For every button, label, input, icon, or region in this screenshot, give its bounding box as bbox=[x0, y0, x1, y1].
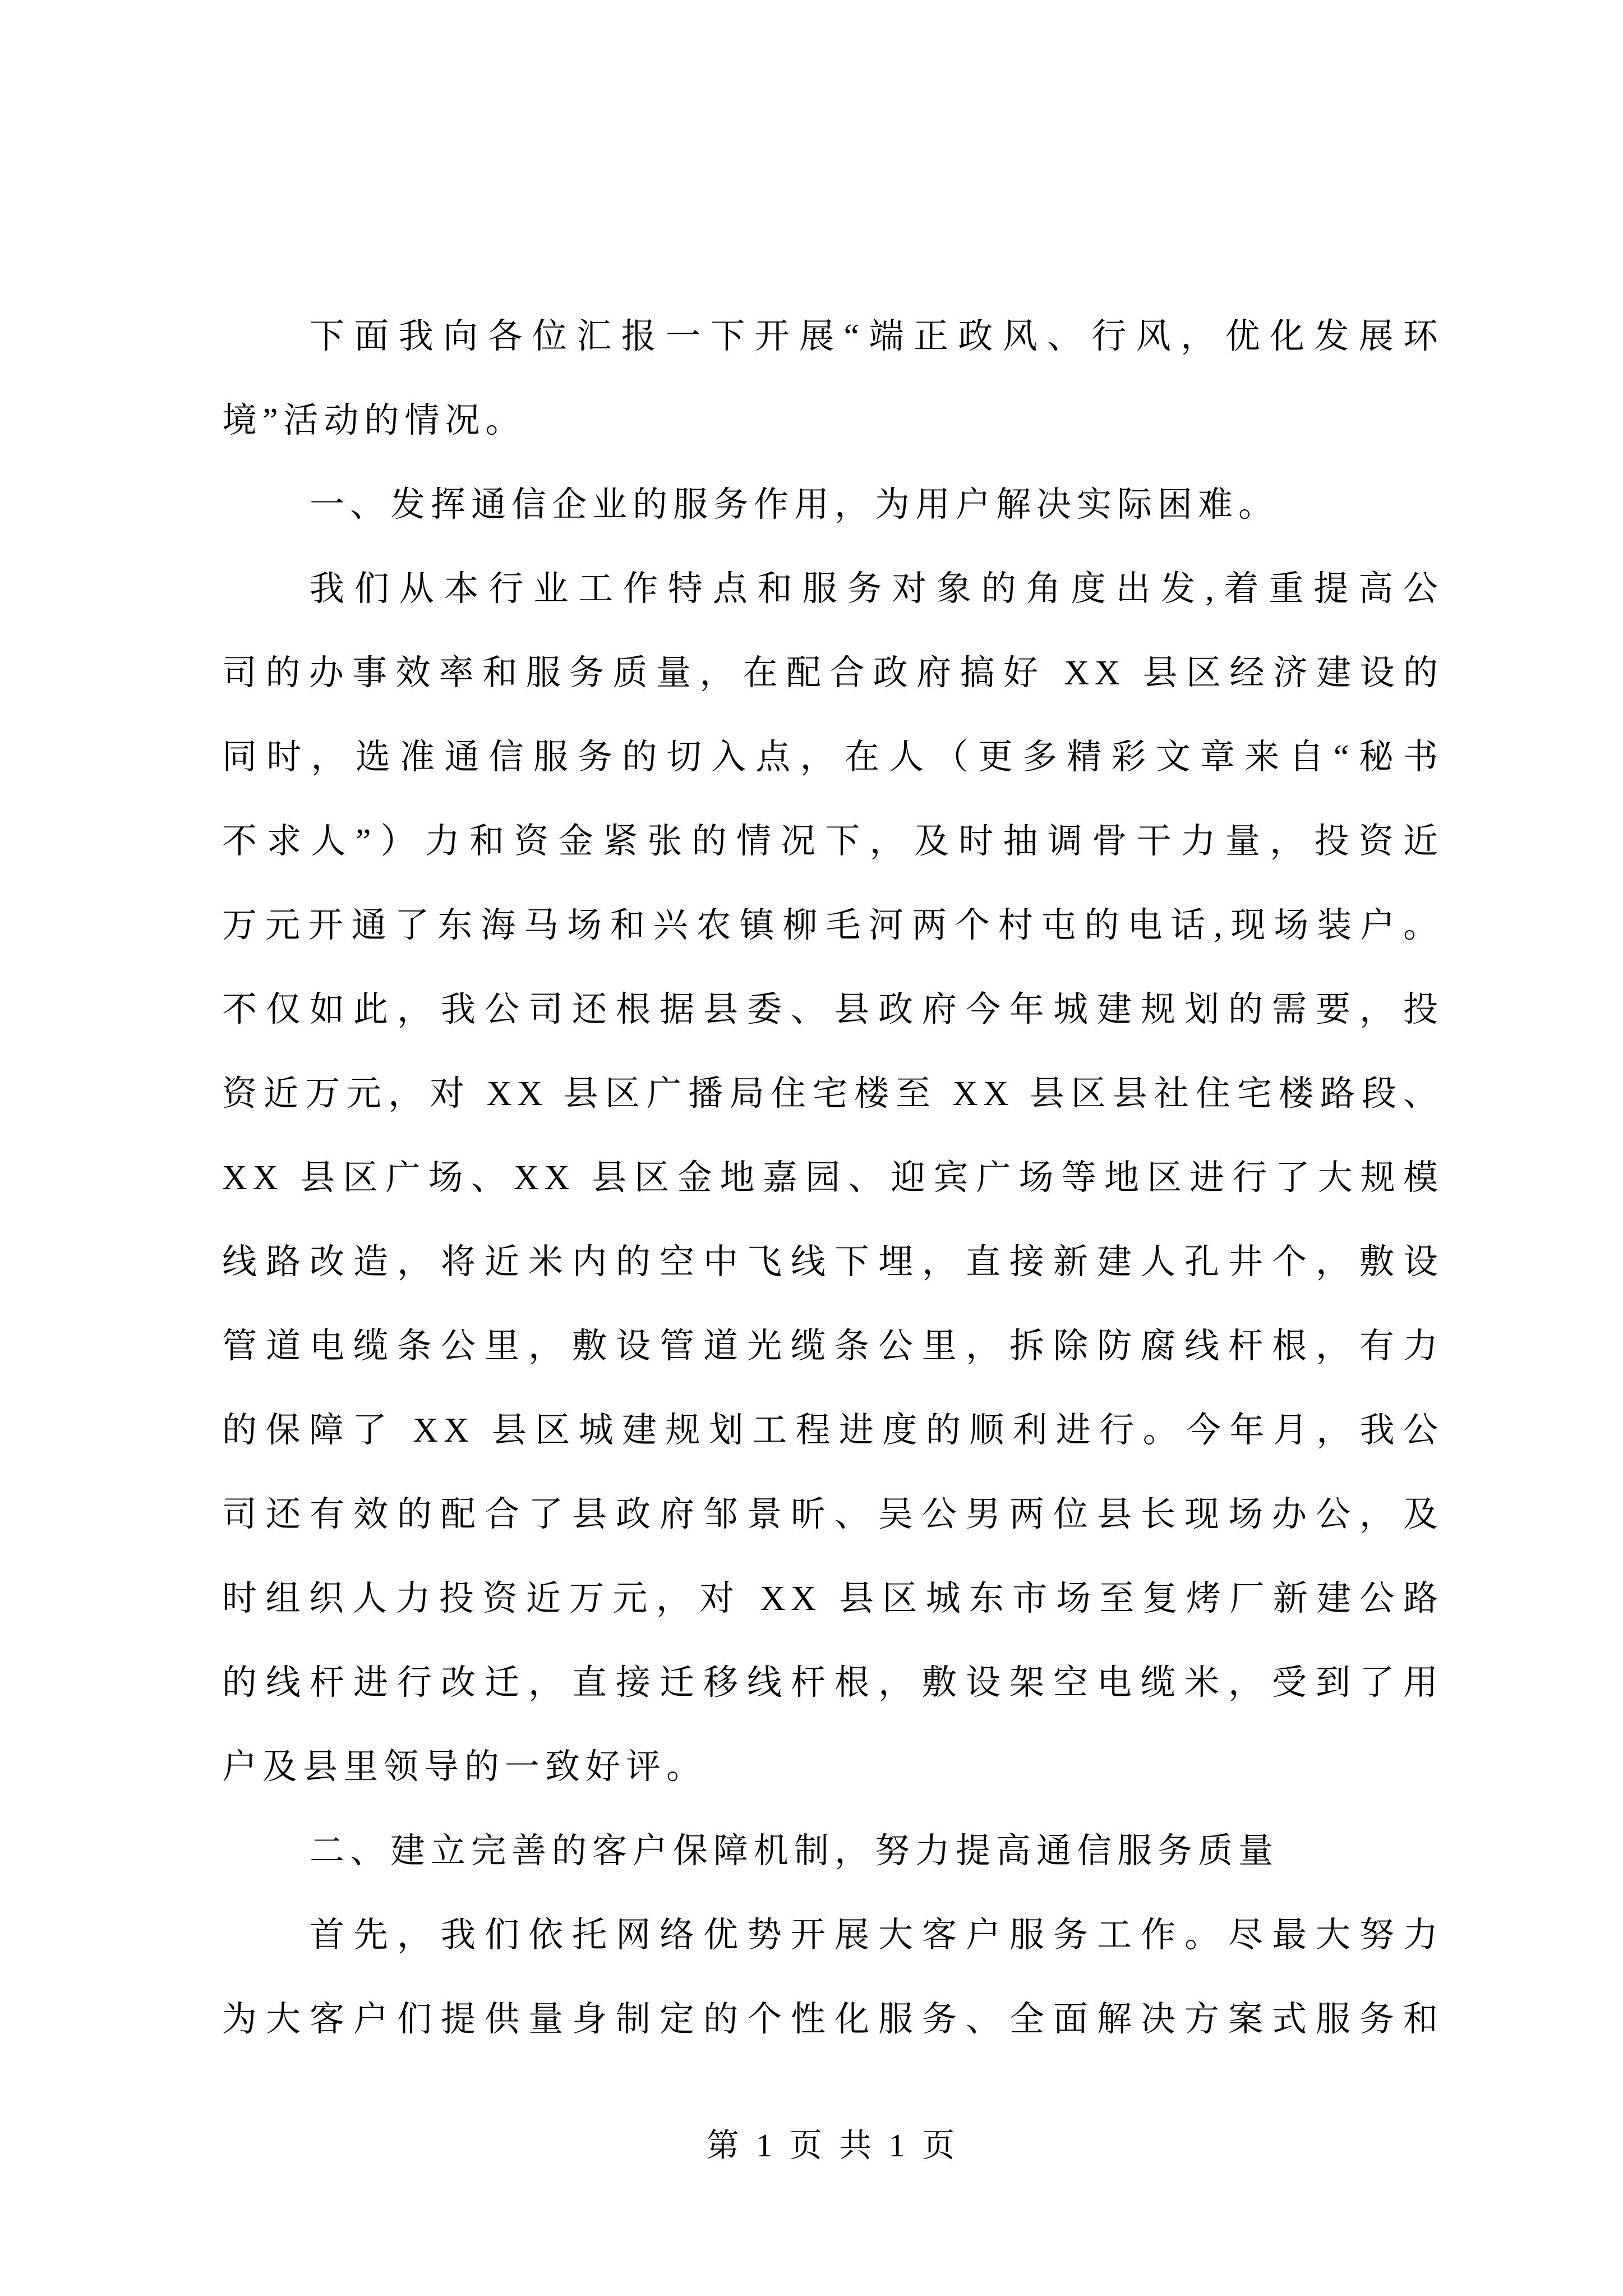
text-line: 管道电缆条公里，敷设管道光缆条公里，拆除防腐线杆根，有力 bbox=[222, 1327, 1444, 1365]
text-line: 境”活动的情况。 bbox=[222, 402, 526, 440]
page-number: 第 1 页 共 1 页 bbox=[706, 2127, 960, 2164]
text-line: 司还有效的配合了县政府邹景昕、吴公男两位县长现场办公，及 bbox=[222, 1496, 1444, 1534]
page-footer bbox=[222, 2110, 1444, 2181]
document-body bbox=[222, 295, 1444, 2062]
text-line: XX 县区广场、XX 县区金地嘉园、迎宾广场等地区进行了大规模 bbox=[222, 1159, 1444, 1197]
text-line: 二、建立完善的客户保障机制，努力提高通信服务质量 bbox=[310, 1832, 1279, 1870]
text-line: 一、发挥通信企业的服务作用，为用户解决实际困难。 bbox=[310, 486, 1279, 524]
text-line: 不仅如此，我公司还根据县委、县政府今年城建规划的需要，投 bbox=[222, 991, 1444, 1029]
text-line: 司的办事效率和服务质量，在配合政府搞好 XX 县区经济建设的 bbox=[222, 654, 1444, 692]
text-line: 资近万元，对 XX 县区广播局住宅楼至 XX 县区县社住宅楼路段、 bbox=[222, 1075, 1444, 1113]
text-line: 首先，我们依托网络优势开展大客户服务工作。尽最大努力 bbox=[310, 1916, 1444, 1954]
text-line: 同时，选准通信服务的切入点，在人（更多精彩文章来自“秘书 bbox=[222, 738, 1444, 776]
text-line: 为大客户们提供量身制定的个性化服务、全面解决方案式服务和 bbox=[222, 2000, 1444, 2039]
text-line: 不求人”）力和资金紧张的情况下，及时抽调骨干力量，投资近 bbox=[222, 822, 1444, 861]
text-line: 的线杆进行改迁，直接迁移线杆根，敷设架空电缆米，受到了用 bbox=[222, 1664, 1444, 1702]
text-line: 我们从本行业工作特点和服务对象的角度出发,着重提高公 bbox=[310, 570, 1444, 608]
text-line: 线路改造，将近米内的空中飞线下埋，直接新建人孔井个，敷设 bbox=[222, 1243, 1444, 1281]
text-line: 下面我向各位汇报一下开展“端正政风、行风，优化发展环 bbox=[310, 318, 1444, 356]
text-line: 户及县里领导的一致好评。 bbox=[222, 1748, 707, 1786]
text-line: 时组织人力投资近万元，对 XX 县区城东市场至复烤厂新建公路 bbox=[222, 1580, 1444, 1618]
text-line: 的保障了 XX 县区城建规划工程进度的顺利进行。今年月，我公 bbox=[222, 1411, 1444, 1450]
text-line: 万元开通了东海马场和兴农镇柳毛河两个村屯的电话,现场装户。 bbox=[222, 907, 1444, 945]
